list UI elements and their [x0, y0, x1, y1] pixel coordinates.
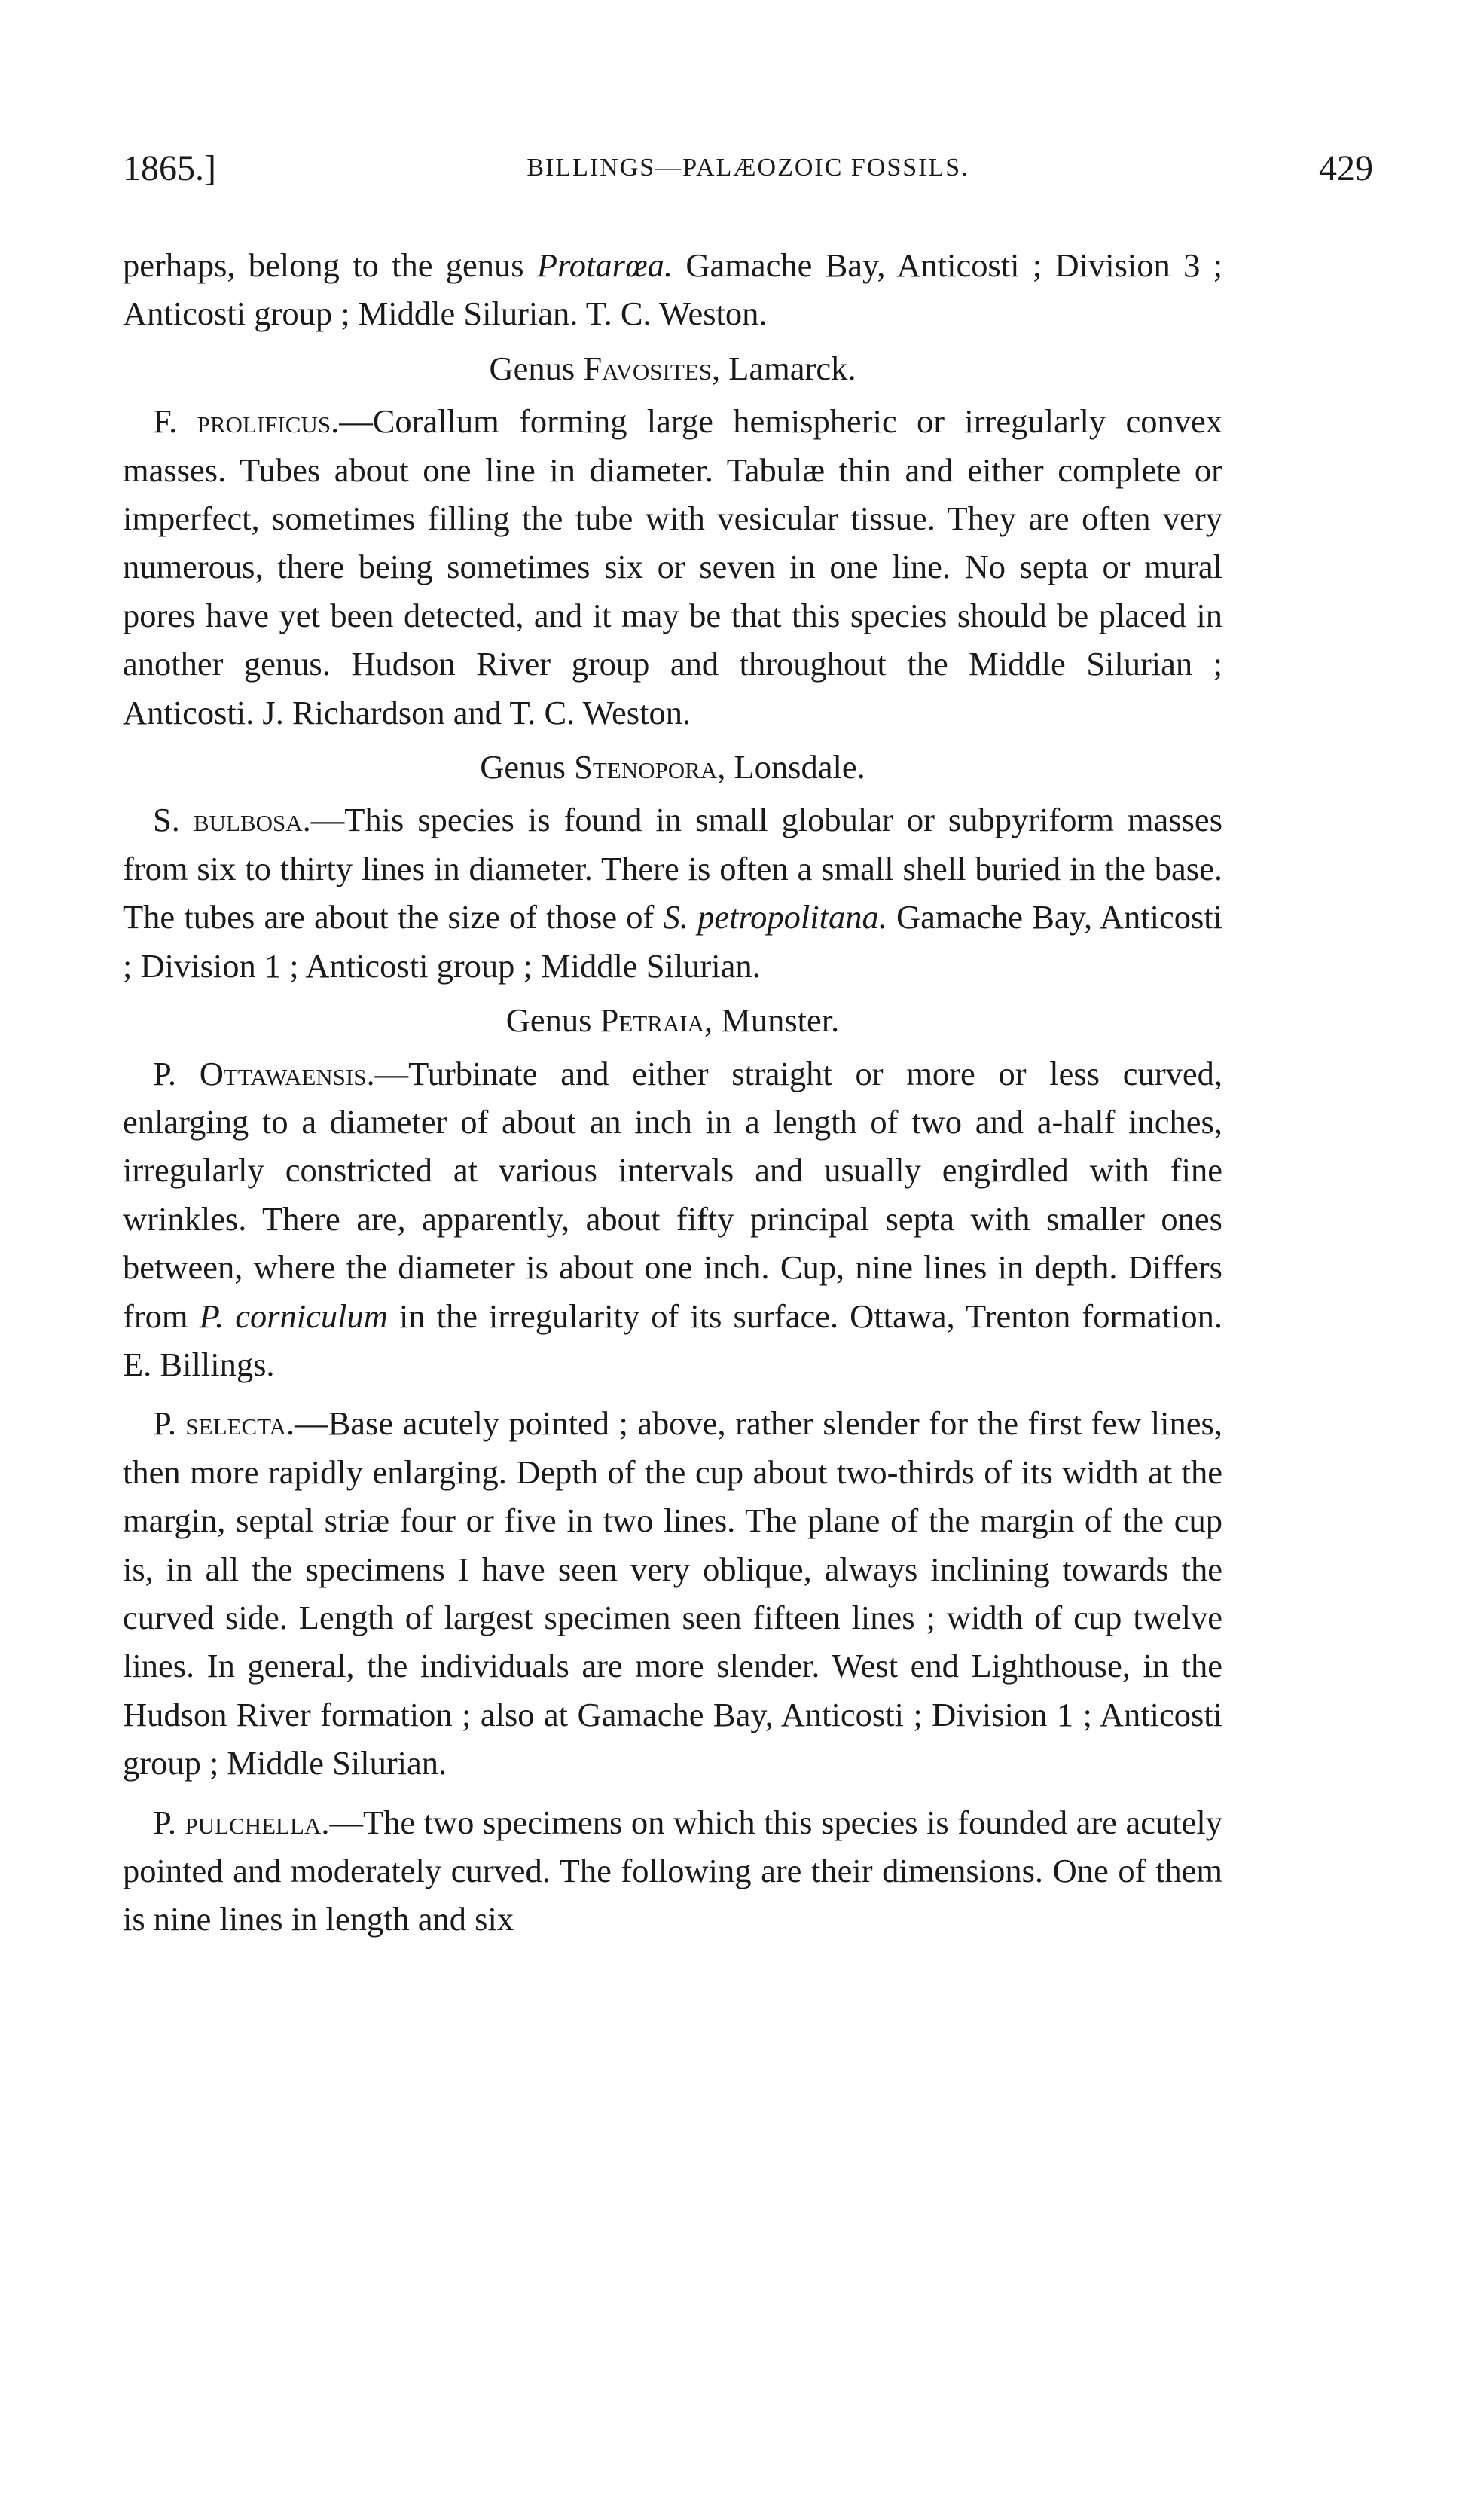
page-body: [123, 241, 1222, 1944]
page-number: 429: [1319, 148, 1373, 188]
species-entry-ottawaensis: P. Ottawaensis.—Turbinate and either straight or more or less curved, enlarging to a diameter of about an inch in a length of two and a-half inches, irregularly constricted at various intervals and usually engirdled with fine wrinkles. There are, apparently, about fifty principal septa with smaller ones between, where the diameter is about one inch. Cup, nine lines in depth. Differs from P. corniculum in the irregularity of its surface. Ottawa, Trenton formation. E. Billings.: [123, 1054, 1222, 1383]
species-entry-selecta: P. selecta.—Base acutely pointed ; above, rather slender for the first few lines, then more rapidly enlarging. Depth of the cup about two-thirds of its width at the margin, septal striæ four or five in two lines. The plane of the margin of the cup is, in all the specimens I have seen very oblique, always inclining towards the curved side. Length of largest specimen seen fifteen lines ; width of cup twelve lines. In general, the individuals are more slender. West end Lighthouse, in the Hudson River formation ; also at Gamache Bay, Anticosti ; Division 1 ; Anticosti group ; Middle Silurian.: [123, 1404, 1222, 1782]
species-entry-prolificus: F. prolificus.—Corallum forming large hemispheric or irregularly convex masses. Tubes about one line in diameter. Tabulæ thin and either complete or imperfect, sometimes filling the tube with vesicular tissue. They are often very numerous, there being sometimes six or seven in one line. No septa or mural pores have yet been detected, and it may be that this species should be placed in another genus. Hudson River group and throughout the Middle Silurian ; Anticosti. J. Richardson and T. C. Weston.: [123, 402, 1222, 732]
header-year: 1865.]: [123, 148, 216, 188]
genus-heading-petraia: Genus Petraia, Munster.: [505, 1001, 840, 1040]
running-header: [123, 148, 1373, 200]
species-entry-bulbosa: S. bulbosa.—This species is found in small globular or subpyriform masses from six to thirty lines in diameter. There is often a small shell buried in the base. The tubes are about the size of those of S. petropolitana. Gamache Bay, Anticosti ; Division 1 ; Anticosti group ; Middle Silurian.: [123, 801, 1223, 985]
paragraph-continuation: perhaps, belong to the genus Protarœa. Gamache Bay, Anticosti ; Division 3 ; Anticosti group ; Middle Silurian. T. C. Weston.: [123, 246, 1222, 333]
running-title: BILLINGS—PALÆOZOIC FOSSILS.: [526, 154, 969, 182]
species-entry-pulchella: P. pulchella.—The two specimens on which this species is founded are acutely pointed and moderately curved. The following are their dimensions. One of them is nine lines in length and six: [123, 1803, 1222, 1938]
genus-heading-favosites: Genus Favosites, Lamarck.: [489, 349, 856, 387]
genus-heading-stenopora: Genus Stenopora, Lonsdale.: [480, 748, 865, 787]
